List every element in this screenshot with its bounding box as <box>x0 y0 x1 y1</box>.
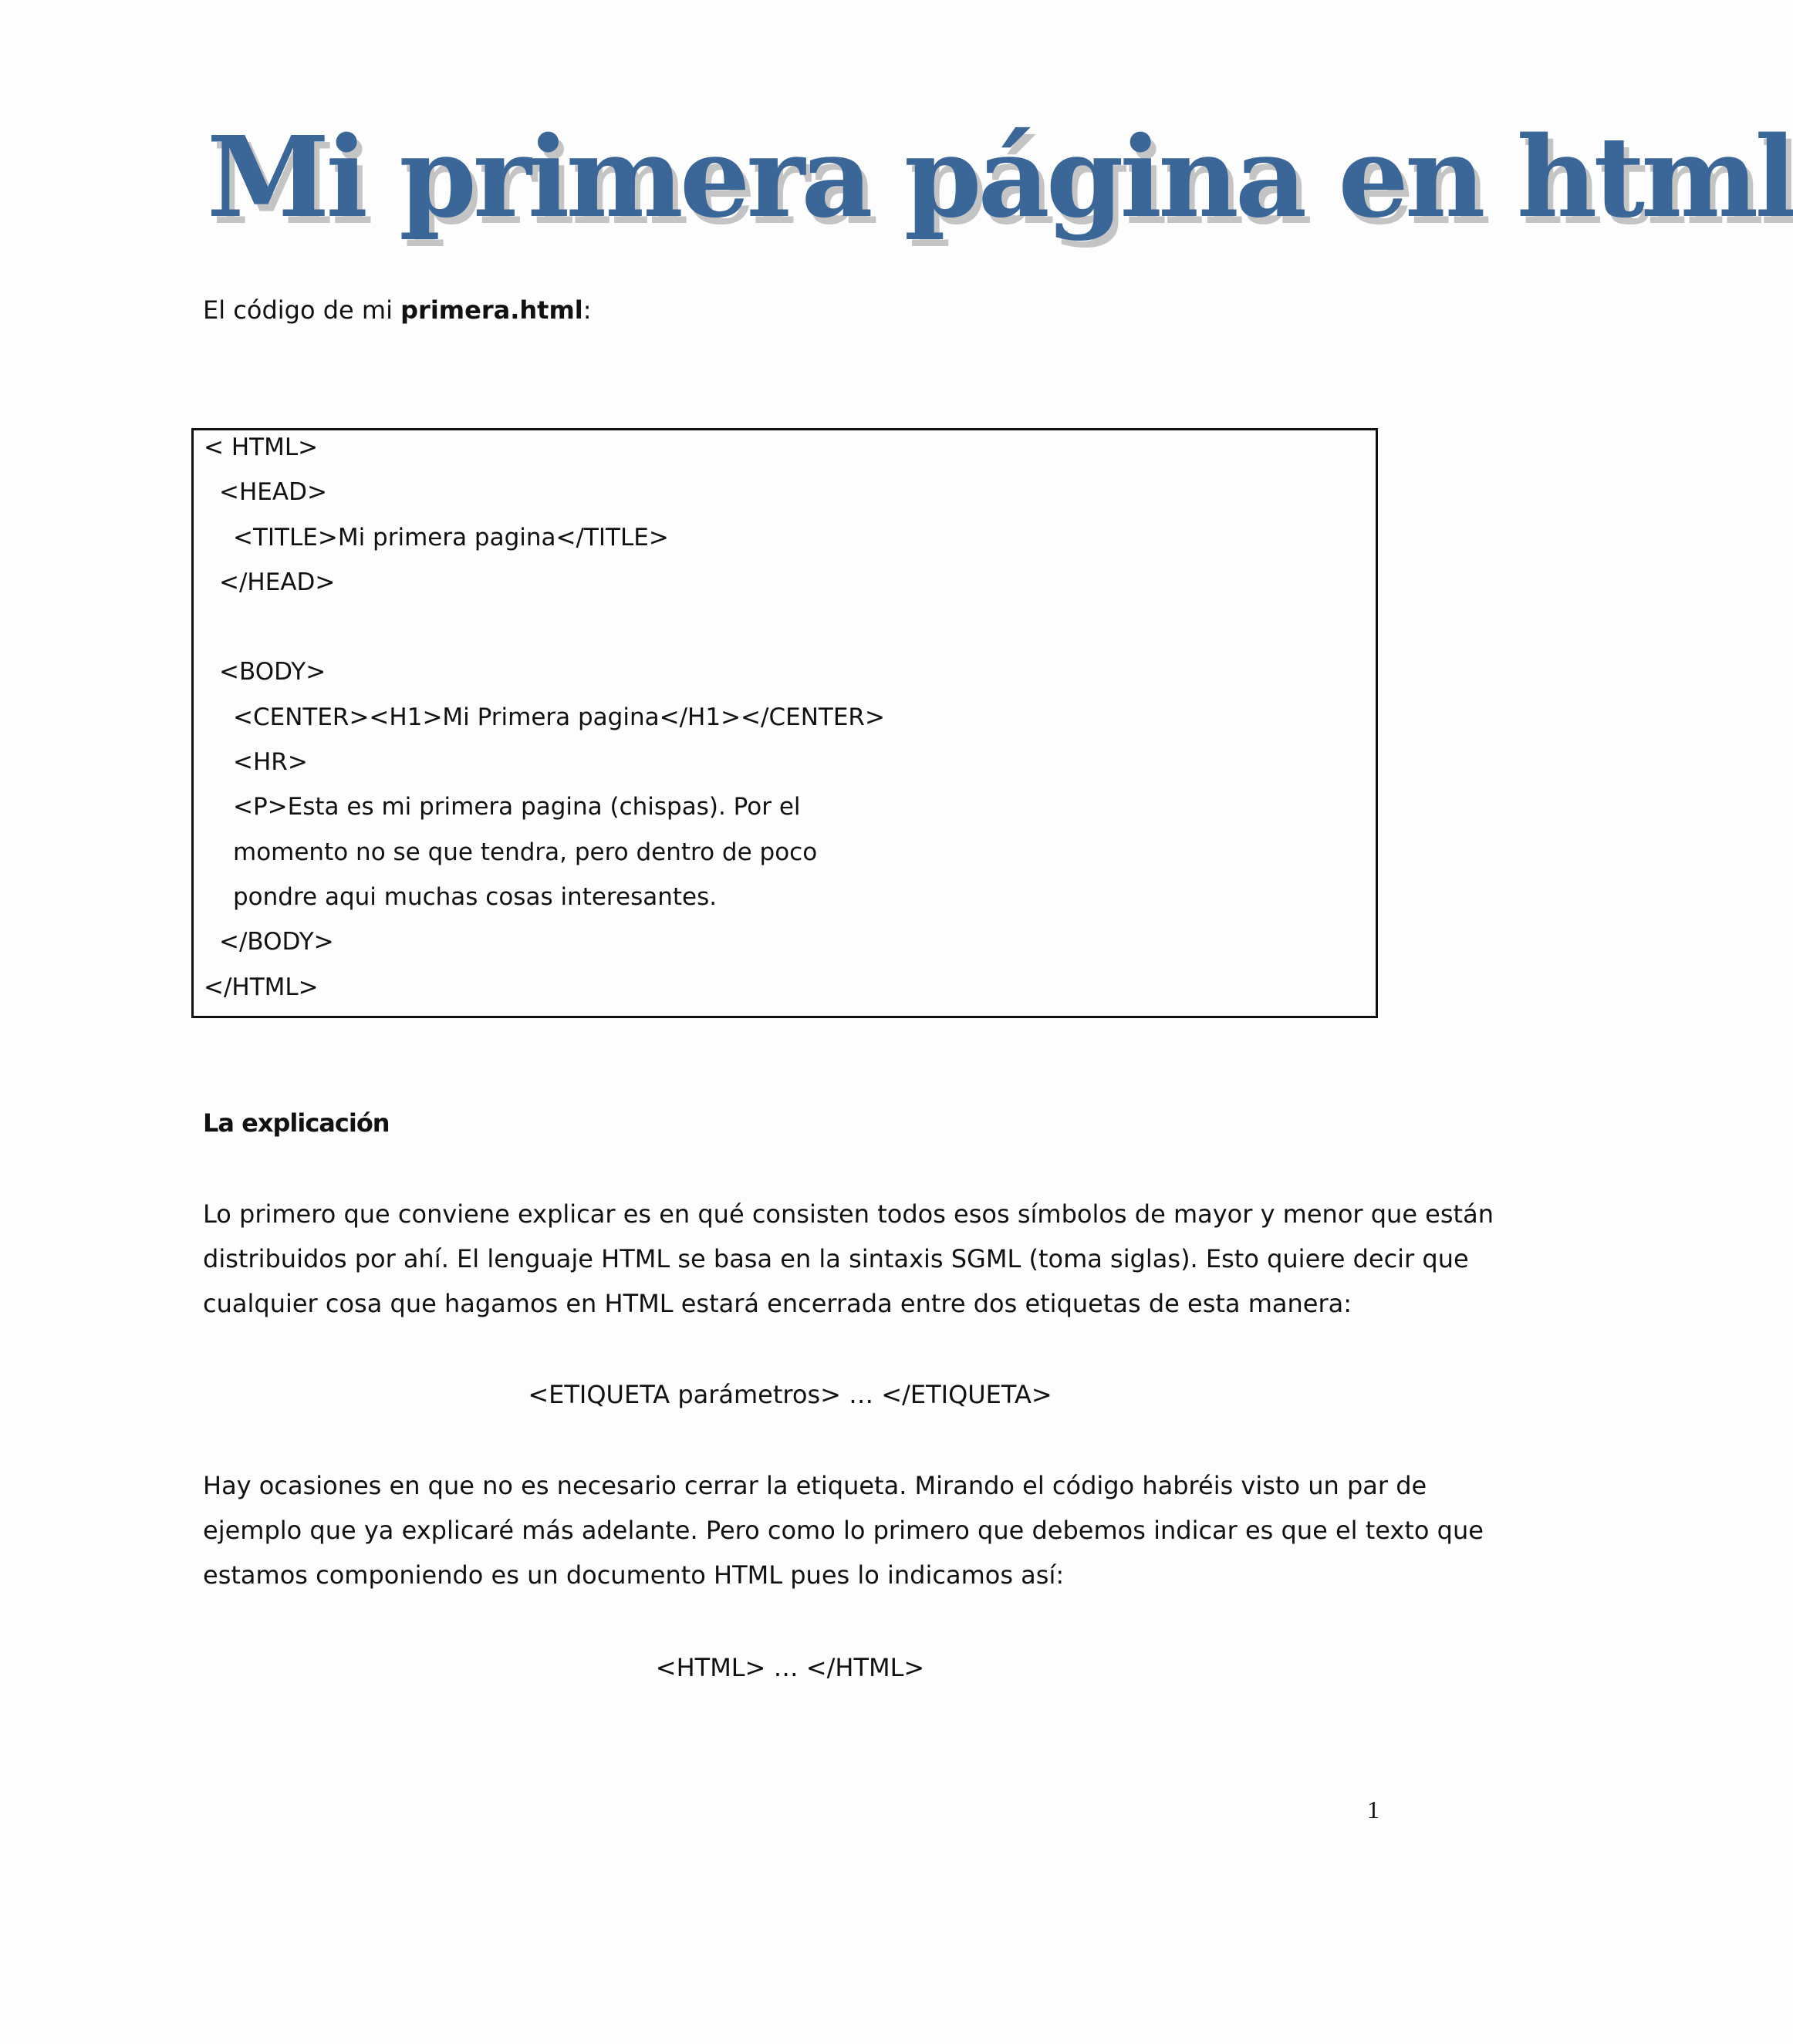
intro-suffix: : <box>582 295 592 325</box>
code-line: <HEAD> <box>219 478 327 506</box>
code-line: <CENTER><H1>Mi Primera pagina</H1></CENTER> <box>233 703 885 731</box>
code-line: </BODY> <box>219 928 334 956</box>
page-number: 1 <box>1367 1796 1379 1823</box>
code-line: momento no se que tendra, pero dentro de poco <box>233 838 818 866</box>
code-line: <HR> <box>233 748 308 776</box>
page-title: Mi primera página en html <box>207 112 1793 242</box>
code-box <box>191 428 1378 1018</box>
syntax-example: <ETIQUETA parámetros> … </ETIQUETA> <box>528 1380 1052 1409</box>
code-line: pondre aqui muchas cosas interesantes. <box>233 883 718 911</box>
code-line: <BODY> <box>219 658 326 686</box>
code-line: </HTML> <box>204 973 319 1001</box>
paragraph-line: ejemplo que ya explicaré más adelante. Pero como lo primero que debemos indicar es que el texto que <box>203 1516 1484 1545</box>
intro-prefix: El código de mi <box>203 295 401 325</box>
code-line: < HTML> <box>204 433 319 461</box>
paragraph-line: Lo primero que conviene explicar es en qué consisten todos esos símbolos de mayor y menor que están <box>203 1199 1494 1229</box>
paragraph-line: distribuidos por ahí. El lenguaje HTML se basa en la sintaxis SGML (toma siglas). Esto quiere decir que <box>203 1244 1469 1273</box>
intro-filename: primera.html <box>400 295 583 325</box>
code-line: <P>Esta es mi primera pagina (chispas). Por el <box>233 793 801 821</box>
paragraph-line: Hay ocasiones en que no es necesario cerrar la etiqueta. Mirando el código habréis visto un par de <box>203 1471 1427 1500</box>
code-line: <TITLE>Mi primera pagina</TITLE> <box>233 524 669 551</box>
paragraph-line: cualquier cosa que hagamos en HTML estará encerrada entre dos etiquetas de esta manera: <box>203 1289 1352 1318</box>
code-line: </HEAD> <box>219 568 336 596</box>
paragraph-line: estamos componiendo es un documento HTML pues lo indicamos así: <box>203 1560 1065 1590</box>
html-example: <HTML> … </HTML> <box>655 1653 925 1682</box>
intro-line <box>203 292 592 329</box>
section-heading: La explicación <box>203 1108 390 1138</box>
